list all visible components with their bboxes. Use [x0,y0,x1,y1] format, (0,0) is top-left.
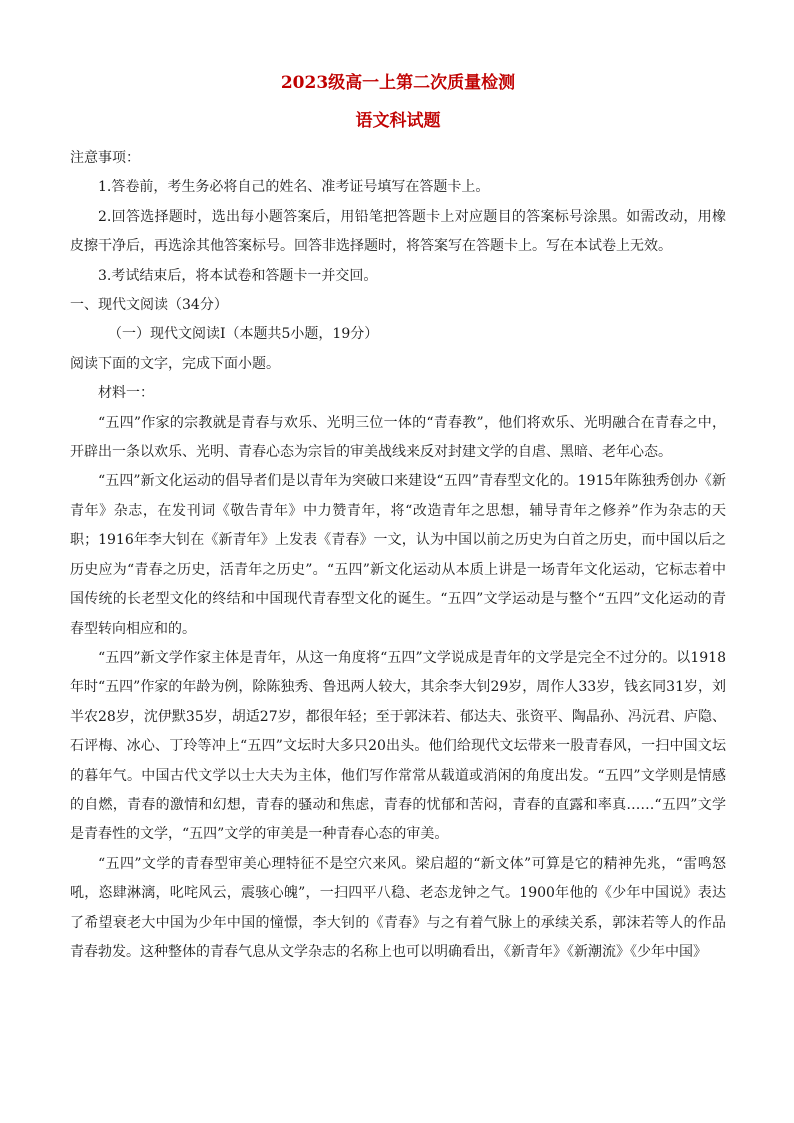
notice-item-3: 3.考试结束后，将本试卷和答题卡一并交回。 [98,267,378,284]
material-label: 材料一： [98,385,154,402]
reading-instruction: 阅读下面的文字，完成下面小题。 [70,355,280,372]
notice-item-1: 1.答卷前，考生务必将自己的姓名、准考证号填写在答题卡上。 [98,179,490,196]
passage-paragraph-3: “五四”新文学作家主体是青年，从这一角度将“五四”文学说成是青年的文学是完全不过分的。以1918年时“五四”作家的年龄为例，除陈独秀、鲁迅两人较大，其余李大钊29岁，周作人33岁，钱玄同31岁，刘半农28岁，沈伊默35岁，胡适27岁，都很年轻；至于郭沫若、郁达夫、张资平、陶晶孙、冯沅君、庐隐、石评梅、冰心、丁玲等冲上“五四”文坛时大多只20出头。他们给现代文坛带来一股青春风，一扫中国文坛的暮年气。中国古代文学以士大夫为主体，他们写作常常从载道或消闲的角度出发。“五四”文学则是情感的自燃，青春的激情和幻想，青春的骚动和焦虑，青春的忧郁和苦闷，青春的直露和率真……“五四”文学是青春性的文学，“五四”文学的审美是一种青春心态的审美。 [70,649,726,843]
section-subheading: （一）现代文阅读Ⅰ（本题共5小题，19分） [108,326,379,343]
exam-page [70,68,726,967]
passage-paragraph-1: “五四”作家的宗教就是青春与欢乐、光明三位一体的“青春教”，他们将欢乐、光明融合在青春之中，开辟出一条以欢乐、光明、青春心态为宗旨的审美战线来反对封建文学的自虐、黑暗、老年心态。 [70,414,726,461]
passage-paragraph-2: “五四”新文化运动的倡导者们是以青年为突破口来建设“五四”青春型文化的。1915年陈独秀创办《新青年》杂志，在发刊词《敬告青年》中力赞青年，将“改造青年之思想，辅导青年之修养”作为杂志的天职；1916年李大钊在《新青年》上发表《青春》一文，认为中国以前之历史为白首之历史，而中国以后之历史应为“青春之历史，活青年之历史”。“五四”新文化运动从本质上讲是一场青年文化运动，它标志着中国传统的长老型文化的终结和中国现代青春型文化的诞生。“五四”文学运动是与整个“五四”文化运动的青春型转向相应和的。 [70,473,726,637]
notice-heading: 注意事项： [70,150,140,166]
exam-subtitle: 语文科试题 [355,111,441,131]
notice-item-2: 2.回答选择题时，选出每小题答案后，用铅笔把答题卡上对应题目的答案标号涂黑。如需改动，用橡皮擦干净后，再选涂其他答案标号。回答非选择题时，将答案写在答题卡上。写在本试卷上无效。 [70,208,726,255]
section-heading: 一、现代文阅读（34分） [70,297,228,314]
exam-body [70,144,726,967]
passage-paragraph-4: “五四”文学的青春型审美心理特征不是空穴来风。梁启超的“新文体”可算是它的精神先兆，“雷鸣怒吼，恣肆淋漓，叱咤风云，震骇心魄”，一扫四平八稳、老态龙钟之气。1900年他的《少年中国说》表达了希望衰老大中国为少年中国的憧憬，李大钊的《青春》与之有着气脉上的承续关系，郭沫若等人的作品青春勃发。这种整体的青春气息从文学杂志的名称上也可以明确看出，《新青年》《新潮流》《少年中国》 [70,855,726,960]
exam-title: 2023级高一上第二次质量检测 [280,73,516,93]
